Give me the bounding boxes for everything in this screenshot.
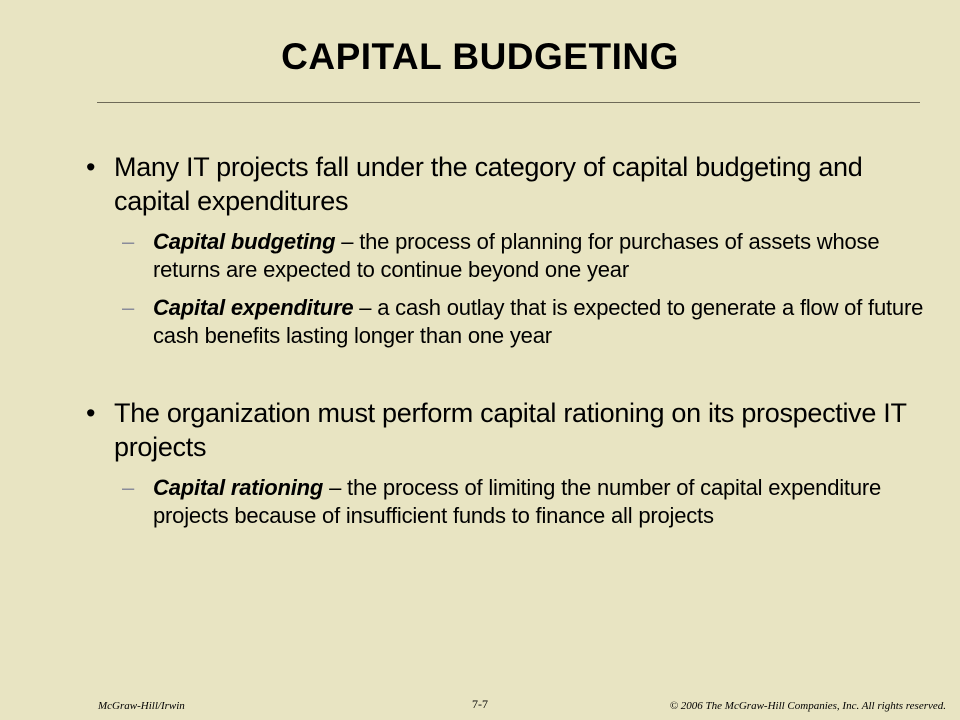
sub-bullet-item (78, 474, 928, 530)
term: Capital rationing (153, 475, 324, 500)
bullet-marker: • (86, 152, 96, 182)
title-divider (97, 102, 920, 103)
term: Capital budgeting (153, 229, 336, 254)
slide-title: CAPITAL BUDGETING (281, 36, 679, 77)
sub-bullet-item (78, 294, 928, 350)
bullet-item (78, 150, 928, 218)
definition: – the process of limiting the number of capital expenditure projects because of insufficient funds to finance all projects (153, 475, 882, 528)
term: Capital expenditure (153, 295, 354, 320)
footer-copyright: © 2006 The McGraw-Hill Companies, Inc. All rights reserved. (669, 700, 946, 712)
dash-marker: – (122, 229, 135, 254)
dash-marker: – (122, 475, 135, 500)
footer-page-number: 7-7 (472, 697, 488, 711)
definition: – a cash outlay that is expected to generate a flow of future cash benefits lasting longer than one year (153, 295, 924, 348)
bullet-text: The organization must perform capital rationing on its prospective IT projects (114, 398, 907, 462)
slide-content (78, 150, 928, 530)
bullet-item (78, 396, 928, 464)
sub-bullet-item (78, 228, 928, 284)
bullet-marker: • (86, 398, 96, 428)
dash-marker: – (122, 295, 135, 320)
footer-publisher: McGraw-Hill/Irwin (98, 700, 185, 712)
bullet-text: Many IT projects fall under the category of capital budgeting and capital expenditures (114, 152, 863, 216)
definition: – the process of planning for purchases of assets whose returns are expected to continue beyond one year (153, 229, 880, 282)
